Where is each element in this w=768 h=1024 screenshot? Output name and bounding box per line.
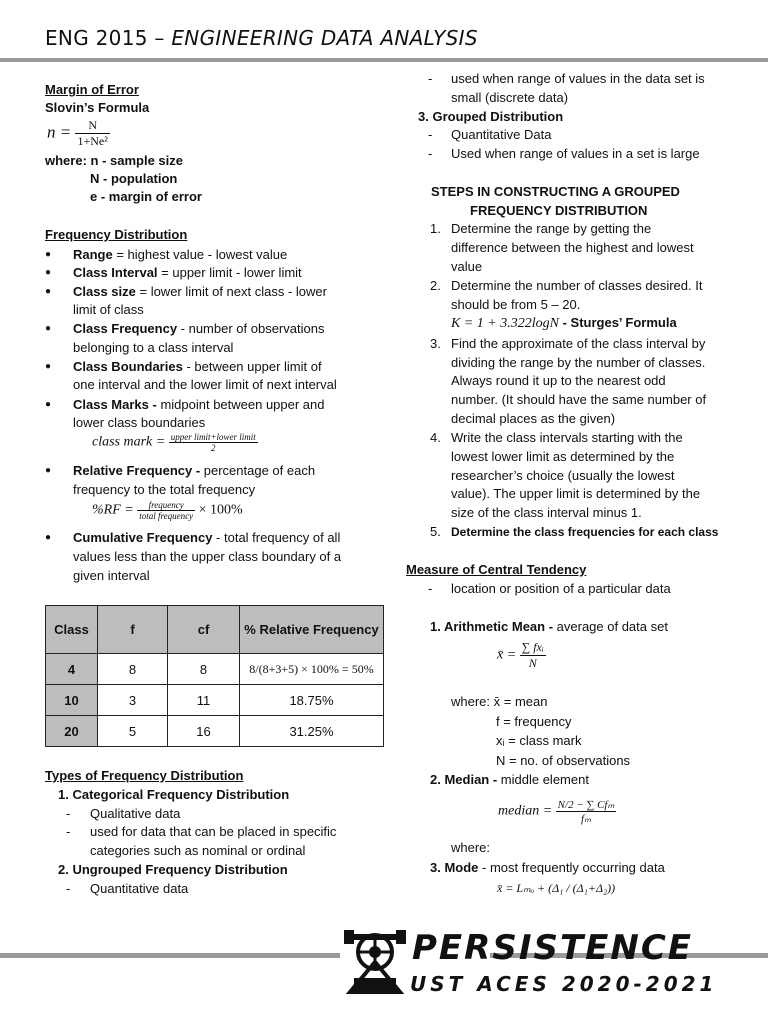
step4-l2: lowest lower limit as determined by the [451,449,675,464]
bullet-range [73,247,287,263]
type3-a: Quantitative Data [451,127,552,142]
rf-tail: × 100% [198,502,243,518]
step5-l1: Determine the class frequencies for each class [451,525,719,539]
step2-l2: should be from 5 – 20. [451,297,581,312]
mct-desc: location or position of a particular data [451,581,671,596]
step1-l1: Determine the range by getting the [451,221,652,236]
cell-cf: 16 [168,716,240,747]
header-rf: % Relative Frequency [240,606,384,654]
step3-num: 3. [430,336,441,351]
rf-lhs: %RF = [92,502,134,518]
step3-l2: dividing the range by the number of classes. [451,355,706,370]
type1-c: categories such as nominal or ordinal [90,843,306,858]
cum-freq-cont-2: given interval [73,568,150,583]
term: Cumulative Frequency [73,530,213,545]
class-bound-cont: one interval and the lower limit of next interval [73,377,337,392]
step3-l1: Find the approximate of the class interval by [451,336,706,351]
median-den: fₘ [581,813,591,825]
dash: - [428,71,433,86]
dash: - [66,881,71,896]
header-title [45,26,478,50]
desc: midpoint between upper and [156,397,325,412]
rf-den: total frequency [139,511,194,521]
cell-cf: 11 [168,685,240,716]
median-fraction [556,798,617,825]
median-term: 2. Median - [430,772,498,787]
bullet-class-boundaries [73,359,322,375]
step2-num: 2. [430,278,441,293]
mean-den: N [528,656,537,670]
mode-desc: - most frequently occurring data [478,860,665,875]
desc: - number of observations [177,321,325,336]
mean-where: where: x̄ = mean [451,694,548,709]
mean-fraction [520,640,546,671]
step1-num: 1. [430,221,441,236]
slovin-formula [47,118,110,149]
type1: 1. Categorical Frequency Distribution [58,787,290,802]
brand-subtitle: UST ACES 2020-2021 [410,972,718,996]
cell-class: 10 [46,685,98,716]
slovin-lhs: n = [47,122,72,142]
slovin-fraction [75,118,109,149]
desc: percentage of each [200,463,316,478]
classmark-den: 2 [211,443,216,453]
bullet-relative-frequency [73,463,315,479]
mean-N: N = no. of observations [496,753,631,768]
slovin-den: 1+Ne² [77,134,108,148]
type3-b: Used when range of values in a set is large [451,146,700,161]
types-heading: Types of Frequency Distribution [45,768,244,783]
cell-f: 5 [98,716,168,747]
type1-a: Qualitative data [90,806,181,821]
step5-num: 5. [430,524,441,539]
step3-l4: number. (It should have the same number of [451,392,707,407]
table-header-row [46,606,384,654]
bullet-class-frequency [73,321,324,337]
step4-l1: Write the class intervals starting with the [451,430,683,445]
rel-freq-cont: frequency to the total frequency [73,482,256,497]
desc: - total frequency of all [212,530,341,545]
slovin-num: N [75,118,109,134]
dash: - [66,824,71,839]
step4-num: 4. [430,430,441,445]
desc: = upper limit - lower limit [157,265,302,280]
class-size-cont: limit of class [73,302,144,317]
table-row [46,654,384,685]
cell-rf: 31.25% [240,716,384,747]
class-freq-cont: belonging to a class interval [73,340,234,355]
course-code: ENG 2015 – [45,26,172,50]
term: Class Marks - [73,397,157,412]
type2-a: Quantitative data [90,881,189,896]
bullet-class-marks [73,397,325,413]
desc: = highest value - lowest value [112,247,288,262]
steps-heading-1: STEPS IN CONSTRUCTING A GROUPED [431,184,680,199]
freq-heading: Frequency Distribution [45,227,188,242]
mean-f: f = frequency [496,714,572,729]
where-N: N - population [90,171,178,186]
header-divider [0,58,768,62]
median-num: N/2 − ∑ Cfₘ [557,799,615,811]
mean-term: 1. Arithmetic Mean - [430,619,554,634]
where-n: where: n - sample size [45,153,183,168]
cell-f: 8 [98,654,168,685]
classmark-lhs: class mark = [92,434,166,450]
step1-l3: value [451,259,483,274]
step1-l2: difference between the highest and lowest [451,240,694,255]
class-marks-cont: lower class boundaries [73,415,206,430]
step4-l5: size of the class interval minus 1. [451,505,642,520]
mean-desc: average of data set [553,619,668,634]
median-formula [498,798,616,825]
term: Range [73,247,113,262]
cell-f: 3 [98,685,168,716]
term: Class Boundaries [73,359,183,374]
dash: - [428,581,433,596]
aces-logo-icon [344,922,406,994]
term: Class Frequency [73,321,178,336]
mean-lhs: x̄ = [497,647,517,663]
table-row [46,716,384,747]
header-cf: cf [168,606,240,654]
brand-name: PERSISTENCE [412,928,694,968]
sturges-formula: K = 1 + 3.322logN [451,316,559,331]
median-lhs: median = [498,803,553,819]
moe-heading: Margin of Error [45,82,139,97]
classmark-num: upper limit+lower limit [170,432,256,442]
step3-l5: decimal places as the given) [451,411,616,426]
median-desc: middle element [497,772,589,787]
sturges-line [451,315,677,332]
step4-l3: researcher’s choice (usually the lowest [451,468,675,483]
step3-l3: Always round it up to the nearest odd [451,373,666,388]
rf-fraction [137,500,195,521]
bullet-cumulative-frequency [73,530,340,546]
where-e: e - margin of error [90,189,202,204]
mean-num: ∑ fxᵢ [521,640,544,654]
mean-line [430,619,668,635]
slovin-heading: Slovin’s Formula [45,100,150,115]
mode-formula: x̄ = Lₘₒ + (Δ₁ / (Δ₁+Δ₂)) [497,881,616,895]
classmark-fraction [169,432,258,453]
cell-class: 4 [46,654,98,685]
header-f: f [98,606,168,654]
type2: 2. Ungrouped Frequency Distribution [58,862,288,877]
mct-heading: Measure of Central Tendency [406,562,587,577]
type1-b: used for data that can be placed in specific [90,824,337,839]
step2-l1: Determine the number of classes desired. It [451,278,703,293]
type2-b: used when range of values in the data set is [451,71,705,86]
classmark-formula [92,432,258,453]
mean-xi: xᵢ = class mark [496,733,582,748]
rf-formula [92,500,243,521]
dash: - [428,146,433,161]
cell-rf: 18.75% [240,685,384,716]
term: Class size [73,284,136,299]
bullet-class-size [73,284,327,300]
mean-formula [497,640,546,671]
desc: - between upper limit of [182,359,322,374]
bullet-class-interval [73,265,302,281]
frequency-table [45,605,384,747]
sturges-label: - Sturges’ Formula [558,315,677,330]
steps-heading-2: FREQUENCY DISTRIBUTION [470,203,648,218]
rf-num: frequency [137,500,195,511]
median-line [430,772,589,788]
type3: 3. Grouped Distribution [418,109,564,124]
term: Class Interval [73,265,158,280]
dash: - [428,127,433,142]
median-where: where: [451,840,491,855]
type2-c: small (discrete data) [451,90,569,105]
mode-line [430,860,665,876]
page-header [0,0,768,62]
footer-divider-left [0,953,340,958]
mode-term: 3. Mode [430,860,479,875]
cell-rf: 8/(8+3+5) × 100% = 50% [240,654,384,685]
cum-freq-cont-1: values less than the upper class boundary of a [73,549,342,564]
term: Relative Frequency - [73,463,201,478]
cell-class: 20 [46,716,98,747]
header-class: Class [46,606,98,654]
step4-l4: value). The upper limit is determined by the [451,486,701,501]
course-title: ENGINEERING DATA ANALYSIS [171,26,478,50]
dash: - [66,806,71,821]
cell-cf: 8 [168,654,240,685]
table-row [46,685,384,716]
desc: = lower limit of next class - lower [135,284,327,299]
